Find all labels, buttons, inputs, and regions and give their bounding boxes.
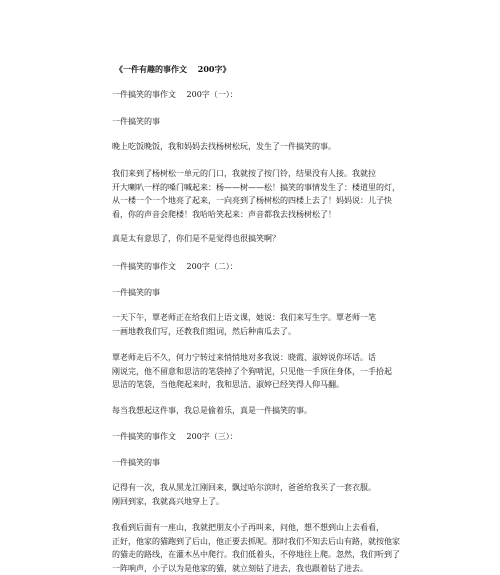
paragraph-line: 晚上吃饭晚饭，我和妈妈去找杨树松玩，发生了一件搞笑的事。 [112, 140, 336, 154]
paragraph-line: 的猫走的路线，在灌木丛中爬行。我们低着头，不停地往上爬。忽然，我们听到了 [112, 548, 400, 562]
paragraph-line: 一阵响声，小子以为是他家的猫，就立刻钻了进去，我也跟着钻了进去。 [112, 562, 400, 575]
paragraph-line: 看，你的声音会爬楼！我哈哈笑起来：声音都我去找杨树松了！ [112, 208, 400, 222]
paragraph-line: 记得有一次，我从黑龙江刚回来，飘过哈尔滨时，爸爸给我买了一套衣服。 [112, 481, 376, 495]
section-2-paragraph-3 [112, 404, 312, 418]
section-1-heading: 一件搞笑的事作文 200字（一）： [112, 90, 238, 100]
paragraph-line: 我看到后面有一座山，我就把朋友小子再叫来，问他，想不想到山上去看看， [112, 521, 400, 535]
paragraph-line: 一画地教我们写，还教我们组词，然后种南瓜去了。 [112, 325, 376, 339]
paragraph-line: 刚说完，他不留意和思洁的笔袋掉了个狗啃泥，只见他一手顶住身体，一手拾起 [112, 365, 392, 379]
section-3-paragraph-1 [112, 481, 376, 508]
paragraph-line: 开大喇叭一样的嗓门喊起来：杨——树——松！搞笑的事情发生了：楼道里的灯， [112, 181, 400, 195]
section-1-paragraph-3 [112, 232, 280, 246]
paragraph-line: 一天下午，覃老师正在给我们上语文课，她说：我们来写生字。覃老师一笔 [112, 311, 376, 325]
section-3-paragraph-2 [112, 521, 400, 575]
paragraph-line: 从一楼一个一个地亮了起来，一向亮到了杨树松的四楼上去了！妈妈说：儿子快 [112, 194, 400, 208]
section-2-heading: 一件搞笑的事作文 200字（二）： [112, 262, 238, 272]
section-2-subheading: 一件搞笑的事 [112, 288, 160, 298]
paragraph-line: 真是太有意思了，你们是不是觉得也很搞笑啊？ [112, 232, 280, 246]
paragraph-line: 刚回到家，我就高兴地穿上了。 [112, 495, 376, 509]
paragraph-line: 覃老师走后不久，何力宁转过来悄悄地对多我说：晓霞、淑婷说你坏话。话 [112, 351, 392, 365]
section-1-paragraph-1 [112, 140, 336, 154]
section-2-paragraph-1 [112, 311, 376, 338]
section-1-paragraph-2 [112, 167, 400, 221]
document-title: 《一件有趣的事作文 200字》 [115, 64, 230, 74]
paragraph-line: 思洁的笔袋，当他爬起来时，我和思洁、淑婷已经笑得人仰马翻。 [112, 378, 392, 392]
paragraph-line: 正好，他家的猫跑到了后山，他正要去抓呢。那时我们不知去后山有路，就按他家 [112, 535, 400, 549]
paragraph-line: 我们来到了杨树松一单元的门口，我就按了按门铃，结果没有人接。我就拉 [112, 167, 400, 181]
paragraph-line: 每当我想起这件事，我总是偷着乐，真是一件搞笑的事。 [112, 404, 312, 418]
section-3-subheading: 一件搞笑的事 [112, 458, 160, 468]
section-1-subheading: 一件搞笑的事 [112, 117, 160, 127]
section-2-paragraph-2 [112, 351, 392, 392]
section-3-heading: 一件搞笑的事作文 200字（三）： [112, 432, 238, 442]
